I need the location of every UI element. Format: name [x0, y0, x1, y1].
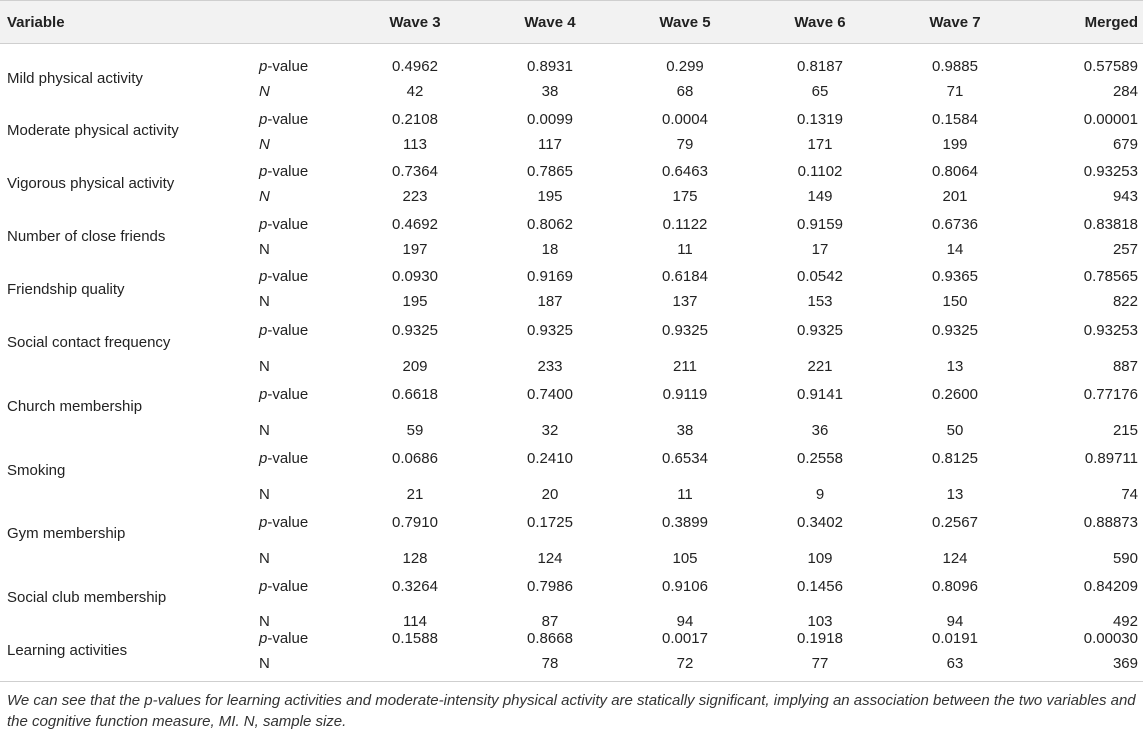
p-value-cell: 0.7910: [392, 514, 438, 531]
n-cell: 65: [811, 83, 829, 100]
p-value-cell: 0.8187: [797, 58, 843, 75]
n-cell: 87: [541, 613, 559, 630]
p-value-cell: 0.6736: [932, 216, 978, 233]
n-cell: 109: [807, 550, 833, 567]
header-merged: Merged: [1084, 14, 1138, 31]
p-value-cell: 0.83818: [1083, 216, 1138, 233]
n-cell: 124: [942, 550, 968, 567]
p-value-cell: 0.0930: [392, 268, 438, 285]
p-value-cell: 0.0542: [797, 268, 843, 285]
p-value-cell: 0.0099: [527, 111, 573, 128]
n-cell: 223: [402, 188, 428, 205]
variable-name: Number of close friends: [7, 228, 166, 245]
n-cell: 150: [942, 293, 968, 310]
p-value-label: p-value: [259, 58, 309, 75]
n-cell: 50: [946, 422, 964, 439]
table-header: [0, 0, 1143, 44]
p-value-cell: 0.7400: [527, 386, 573, 403]
p-value-cell: 0.1725: [527, 514, 573, 531]
n-cell: 171: [807, 136, 833, 153]
p-value-cell: 0.00001: [1083, 111, 1138, 128]
n-cell: 943: [1112, 188, 1138, 205]
n-cell: 42: [406, 83, 424, 100]
variable-name: Learning activities: [7, 642, 128, 659]
p-value-cell: 0.6534: [662, 450, 708, 467]
variable-name: Moderate physical activity: [7, 122, 179, 139]
p-value-cell: 0.57589: [1083, 58, 1138, 75]
p-value-label: p-value: [259, 216, 309, 233]
header-wave-4: Wave 4: [524, 14, 576, 31]
p-value-cell: 0.1588: [392, 630, 438, 647]
n-label: N: [259, 136, 270, 153]
n-cell: 36: [811, 422, 829, 439]
n-cell: 18: [541, 241, 559, 258]
p-value-cell: 0.1584: [932, 111, 978, 128]
p-value-cell: 0.9325: [797, 322, 843, 339]
p-value-cell: 0.6618: [392, 386, 438, 403]
n-cell: 113: [403, 136, 427, 153]
n-cell: 13: [946, 486, 964, 503]
p-value-cell: 0.2567: [932, 514, 978, 531]
n-cell: 9: [815, 486, 825, 503]
n-cell: 17: [811, 241, 829, 258]
n-cell: 94: [676, 613, 694, 630]
p-value-cell: 0.9885: [932, 58, 978, 75]
header-wave-6: Wave 6: [794, 14, 846, 31]
p-value-cell: 0.1122: [662, 216, 708, 233]
p-value-cell: 0.2558: [797, 450, 843, 467]
n-cell: 197: [402, 241, 428, 258]
p-value-cell: 0.93253: [1083, 163, 1138, 180]
n-cell: 195: [537, 188, 563, 205]
p-value-cell: 0.0004: [662, 111, 708, 128]
p-value-cell: 0.9325: [527, 322, 573, 339]
p-value-cell: 0.8096: [932, 578, 978, 595]
n-cell: 175: [672, 188, 698, 205]
n-cell: 13: [946, 358, 964, 375]
p-value-cell: 0.8064: [932, 163, 978, 180]
n-cell: 68: [676, 83, 694, 100]
p-value-cell: 0.9325: [932, 322, 978, 339]
n-cell: 211: [673, 358, 697, 375]
n-cell: 221: [807, 358, 833, 375]
p-value-label: p-value: [259, 630, 309, 647]
p-value-cell: 0.88873: [1083, 514, 1138, 531]
p-value-label: p-value: [259, 163, 309, 180]
p-value-cell: 0.9169: [527, 268, 573, 285]
n-label: N: [259, 422, 270, 439]
n-label: N: [259, 358, 270, 375]
p-value-cell: 0.1918: [797, 630, 843, 647]
variable-name: Smoking: [7, 462, 66, 479]
variable-name: Friendship quality: [7, 281, 125, 298]
n-cell: 233: [537, 358, 563, 375]
n-cell: 149: [807, 188, 833, 205]
p-value-label: p-value: [259, 322, 309, 339]
header-wave-7: Wave 7: [929, 14, 981, 31]
n-cell: 14: [946, 241, 964, 258]
p-value-cell: 0.4692: [392, 216, 438, 233]
n-cell: 21: [406, 486, 424, 503]
table-bottom-rule: [0, 681, 1143, 682]
p-value-cell: 0.1102: [797, 163, 843, 180]
p-value-cell: 0.3264: [392, 578, 438, 595]
p-value-cell: 0.7865: [527, 163, 573, 180]
n-cell: 187: [537, 293, 563, 310]
p-value-cell: 0.2108: [392, 111, 438, 128]
variable-name: Social club membership: [7, 589, 167, 606]
variable-name: Social contact frequency: [7, 334, 171, 351]
n-cell: 11: [677, 486, 693, 503]
variable-name: Vigorous physical activity: [7, 175, 175, 192]
n-cell: 74: [1121, 486, 1138, 503]
p-value-label: p-value: [259, 386, 309, 403]
n-cell: 79: [676, 136, 694, 153]
p-value-cell: 0.7364: [392, 163, 438, 180]
p-value-cell: 0.9365: [932, 268, 978, 285]
p-value-cell: 0.3402: [797, 514, 843, 531]
n-cell: 153: [807, 293, 833, 310]
p-value-cell: 0.6463: [662, 163, 708, 180]
p-value-cell: 0.8062: [527, 216, 573, 233]
p-value-cell: 0.8931: [527, 58, 573, 75]
p-value-cell: 0.9119: [662, 386, 708, 403]
p-value-label: p-value: [259, 578, 309, 595]
p-value-cell: 0.0191: [932, 630, 978, 647]
n-cell: 11: [677, 241, 693, 258]
p-value-cell: 0.6184: [662, 268, 708, 285]
p-value-cell: 0.7986: [527, 578, 573, 595]
p-value-cell: 0.2600: [932, 386, 978, 403]
p-value-cell: 0.0686: [392, 450, 438, 467]
n-cell: 369: [1112, 655, 1138, 672]
n-cell: 284: [1112, 83, 1138, 100]
n-label: N: [259, 613, 270, 630]
n-cell: 105: [672, 550, 698, 567]
p-value-cell: 0.4962: [392, 58, 438, 75]
p-value-cell: 0.93253: [1083, 322, 1138, 339]
n-cell: 117: [538, 136, 562, 153]
n-cell: 71: [946, 83, 964, 100]
p-value-cell: 0.77176: [1083, 386, 1138, 403]
p-value-cell: 0.00030: [1083, 630, 1138, 647]
p-value-label: p-value: [259, 450, 309, 467]
n-label: N: [259, 83, 270, 100]
n-cell: 32: [541, 422, 559, 439]
n-cell: 38: [541, 83, 559, 100]
n-cell: 209: [402, 358, 428, 375]
n-label: N: [259, 655, 270, 672]
p-value-cell: 0.9159: [797, 216, 843, 233]
n-cell: 590: [1112, 550, 1138, 567]
p-value-cell: 0.78565: [1083, 268, 1138, 285]
p-value-cell: 0.89711: [1084, 450, 1138, 467]
table-footnote: We can see that the p-values for learning activities and moderate-intensity physical activity are statically significant, implying an association between the two variables and the cognitive function measure, MI. N, sample size.: [7, 692, 1136, 730]
n-cell: 492: [1112, 613, 1138, 630]
n-label: N: [259, 550, 270, 567]
n-cell: 137: [672, 293, 698, 310]
p-value-cell: 0.9141: [797, 386, 843, 403]
p-value-label: p-value: [259, 514, 309, 531]
n-cell: 72: [676, 655, 694, 672]
p-value-label: p-value: [259, 268, 309, 285]
n-cell: 887: [1112, 358, 1138, 375]
p-value-cell: 0.9325: [392, 322, 438, 339]
variable-name: Gym membership: [7, 525, 126, 542]
header-wave-3: Wave 3: [389, 14, 441, 31]
n-cell: 679: [1112, 136, 1138, 153]
p-value-cell: 0.9106: [662, 578, 708, 595]
p-value-cell: 0.0017: [662, 630, 708, 647]
n-cell: 114: [403, 613, 427, 630]
p-value-cell: 0.3899: [662, 514, 708, 531]
n-cell: 38: [676, 422, 694, 439]
n-cell: 257: [1112, 241, 1138, 258]
n-cell: 124: [537, 550, 563, 567]
n-cell: 215: [1112, 422, 1138, 439]
n-cell: 195: [402, 293, 428, 310]
variable-name: Church membership: [7, 398, 143, 415]
variable-name: Mild physical activity: [7, 70, 143, 87]
p-value-cell: 0.2410: [527, 450, 573, 467]
n-cell: 201: [942, 188, 968, 205]
n-cell: 78: [541, 655, 559, 672]
n-cell: 77: [811, 655, 829, 672]
n-label: N: [259, 188, 270, 205]
n-cell: 20: [541, 486, 559, 503]
p-value-label: p-value: [259, 111, 309, 128]
n-cell: 103: [807, 613, 833, 630]
n-cell: 822: [1112, 293, 1138, 310]
n-cell: 94: [946, 613, 964, 630]
n-label: N: [259, 486, 270, 503]
p-value-cell: 0.299: [666, 58, 704, 75]
n-cell: 128: [402, 550, 428, 567]
n-label: N: [259, 241, 270, 258]
n-cell: 63: [946, 655, 964, 672]
p-value-cell: 0.8668: [527, 630, 573, 647]
header-wave-5: Wave 5: [659, 14, 711, 31]
p-value-cell: 0.8125: [932, 450, 978, 467]
header-variable: Variable: [7, 14, 65, 31]
p-value-cell: 0.84209: [1083, 578, 1138, 595]
p-value-cell: 0.9325: [662, 322, 708, 339]
p-value-cell: 0.1456: [797, 578, 843, 595]
n-cell: 199: [942, 136, 968, 153]
n-cell: 59: [406, 422, 424, 439]
p-value-cell: 0.1319: [797, 111, 843, 128]
n-label: N: [259, 293, 270, 310]
